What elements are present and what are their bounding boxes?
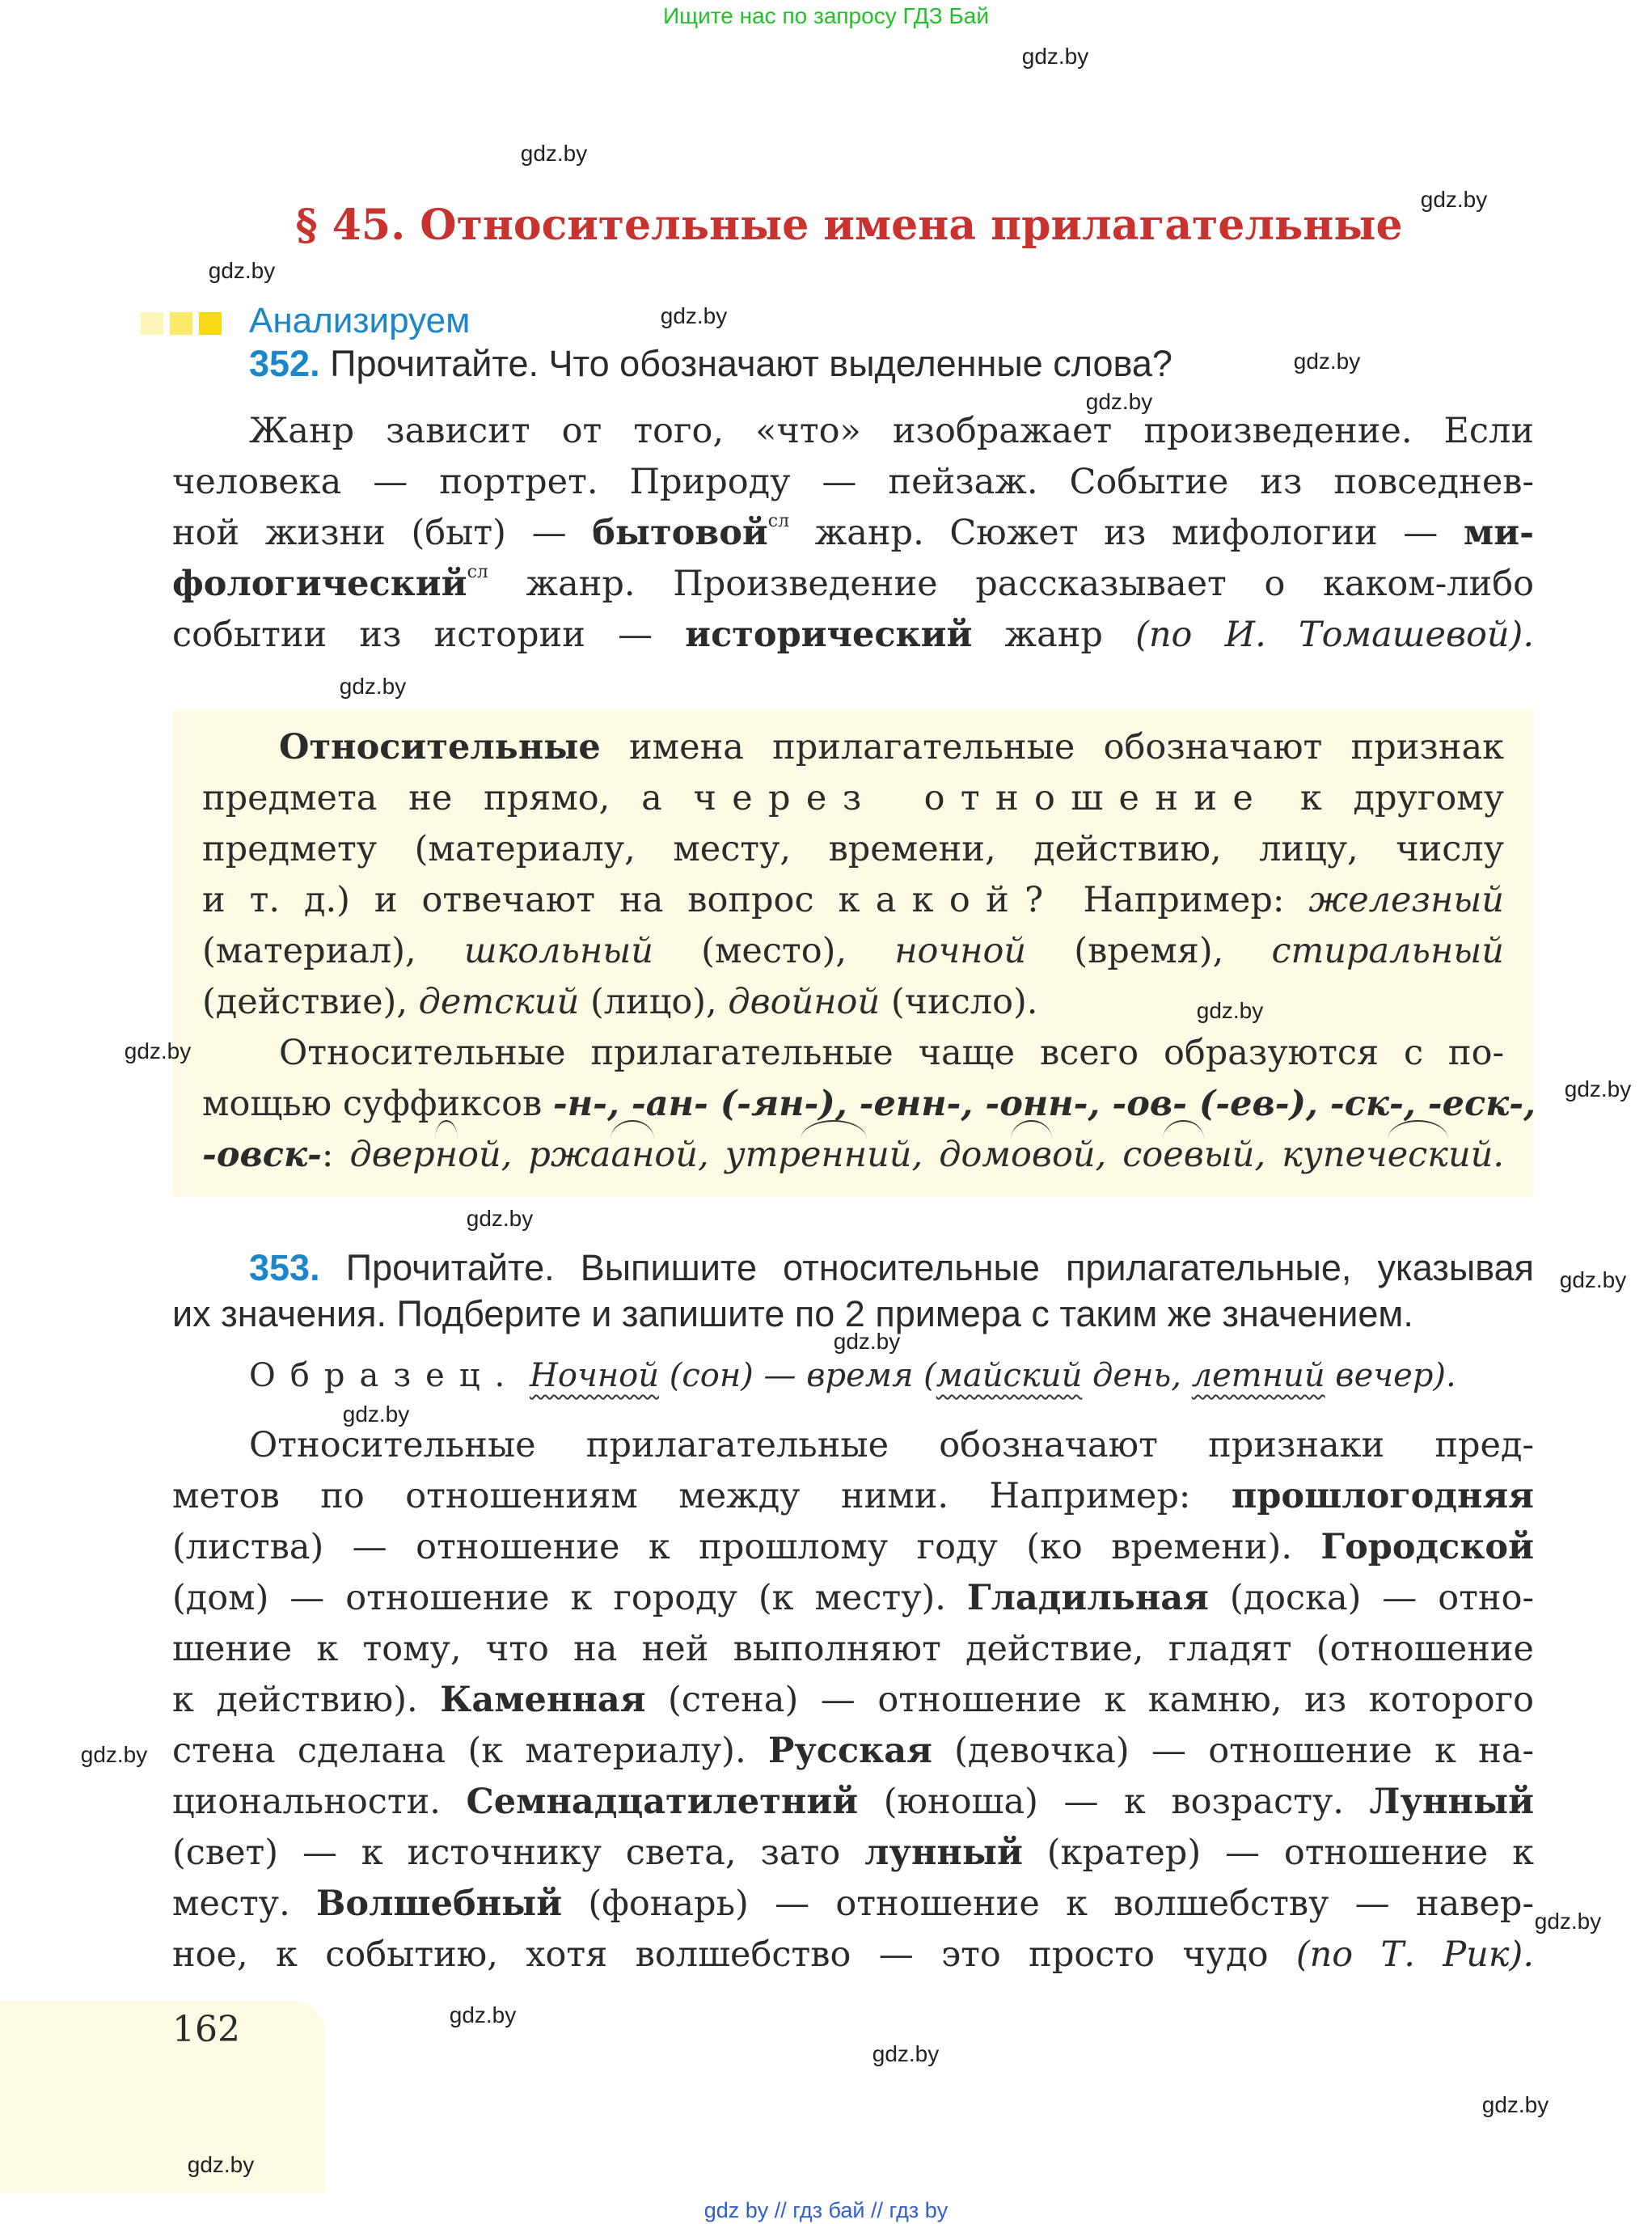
text-segment: к другому — [1269, 778, 1504, 818]
text-segment: двойной — [728, 982, 881, 1022]
text-segment: Лунный — [1369, 1782, 1534, 1822]
text-segment: ой, со — [1051, 1135, 1164, 1175]
watermark: gdz.by — [660, 303, 728, 328]
square-icon — [170, 312, 192, 335]
text-line — [172, 559, 1534, 610]
text-segment: жанр — [972, 615, 1136, 655]
watermark: gdz.by — [1481, 2092, 1549, 2117]
rule-text — [202, 722, 1536, 1181]
text-paragraph — [172, 406, 1534, 661]
text-segment: ное, к событию, хотя волшебство — это просто чудо — [172, 1934, 1296, 1975]
text-line — [172, 1777, 1534, 1828]
text-segment: (девочка) — отношение к на- — [932, 1731, 1534, 1771]
watermark: gdz.by — [1293, 349, 1361, 374]
text-segment: школьный — [463, 931, 653, 971]
text-segment: циональности. — [172, 1782, 467, 1822]
text-line — [202, 824, 1504, 875]
text-segment: ой, утр — [654, 1135, 801, 1175]
text-segment: сл — [767, 511, 790, 531]
exercise-number: 352. — [249, 343, 320, 384]
text-segment: к действию). — [172, 1680, 441, 1720]
text-line — [172, 1879, 1534, 1930]
text-segment: стена сделана (к материалу). — [172, 1731, 768, 1771]
exercise-353-task — [172, 1245, 1534, 1337]
text-segment: (материал), — [202, 931, 464, 971]
text-segment: имена прилагательные обозначают признак — [600, 727, 1504, 767]
exercise-number: 353. — [249, 1247, 320, 1288]
text-segment: (число). — [880, 982, 1038, 1022]
text-segment: Городской — [1320, 1527, 1534, 1567]
text-segment: (свет) — к источнику света, зато — [172, 1833, 865, 1873]
text-segment: Относительные прилагательные обозначают признаки пред- — [249, 1425, 1534, 1465]
square-icon — [199, 312, 222, 335]
text-segment: Например: — [1058, 880, 1309, 920]
text-line — [172, 1624, 1534, 1675]
text-line — [172, 1522, 1534, 1573]
text-segment: -овск- — [202, 1135, 322, 1175]
text-segment: событии из истории — — [172, 615, 686, 655]
text-segment: Каменная — [440, 1680, 646, 1720]
text-segment: исторический — [685, 615, 973, 655]
text-line — [202, 722, 1504, 773]
exercise-352-task — [249, 343, 1172, 385]
text-segment: : — [321, 1135, 350, 1175]
text-segment: бытовой — [592, 513, 768, 553]
text-segment: (по И. Томашевой). — [1135, 615, 1534, 655]
search-banner[interactable]: Ищите нас по запросу ГДЗ Бай — [662, 3, 990, 28]
text-segment: Гладильная — [966, 1578, 1209, 1618]
text-segment: майский — [936, 1357, 1083, 1394]
suffix-morpheme: ан — [611, 1135, 655, 1175]
watermark: gdz.by — [1085, 389, 1153, 414]
text-segment: фологический — [172, 564, 467, 604]
page-corner — [0, 2001, 325, 2193]
text-segment: (дом) — отношение к городу (к месту). — [172, 1578, 967, 1618]
watermark: gdz.by — [872, 2041, 940, 2066]
text-segment: ий. — [1447, 1135, 1504, 1175]
text-line — [172, 610, 1534, 661]
text-segment: ий, дом — [867, 1135, 1012, 1175]
page-title: § 45. Относительные имена прилагательные — [295, 201, 1403, 250]
text-segment: железный — [1308, 880, 1504, 920]
text-segment: ной жизни (быт) — — [172, 513, 593, 553]
suffix-morpheme: енн — [800, 1135, 868, 1175]
text-line — [202, 875, 1504, 926]
watermark: gdz.by — [187, 2152, 255, 2177]
suffix-morpheme: еск — [1387, 1135, 1448, 1175]
text-segment: вечер). — [1325, 1357, 1456, 1394]
text-segment: (стена) — отношение к камню, из которого — [645, 1680, 1534, 1720]
text-segment: Относительные прилагательные чаще всего образуются с по- — [279, 1033, 1504, 1073]
page-number: 162 — [172, 2009, 240, 2050]
text-segment: ый, куп — [1203, 1135, 1346, 1175]
text-segment: какой? — [838, 880, 1059, 920]
exercise-instruction: Прочитайте. Выпишите относительные прилагательные, указывая — [319, 1247, 1534, 1288]
section-heading: Анализируем — [249, 301, 471, 340]
text-segment: двер — [349, 1135, 435, 1175]
text-segment: еч — [1345, 1135, 1388, 1175]
text-segment: шение к тому, что на ней выполняют действие, гладят (отношение — [172, 1629, 1534, 1669]
text-line — [172, 457, 1534, 508]
text-line — [172, 1471, 1534, 1522]
text-segment: (листва) — отношение к прошлому году (ко времени). — [172, 1527, 1321, 1567]
text-segment: предмета не прямо, а — [202, 778, 694, 818]
suffix-morpheme: ев — [1163, 1135, 1204, 1175]
footer-links[interactable]: gdz by // гдз бай // гдз by — [703, 2198, 949, 2222]
text-segment: метов по отношениям между ними. Например: — [172, 1476, 1232, 1516]
text-segment: (кратер) — отношение к — [1022, 1833, 1534, 1873]
text-segment: -н-, -ан- (-ян-), -енн-, -онн-, -ов- (-ев-), -ск-, -еск-, — [552, 1084, 1536, 1124]
text-line — [172, 1675, 1534, 1726]
text-line — [202, 773, 1504, 824]
text-segment: мощью суффиксов — [202, 1084, 553, 1124]
rule-box — [172, 709, 1534, 1196]
text-segment: ой, ржа — [458, 1135, 611, 1175]
text-segment: Русская — [767, 1731, 932, 1771]
text-segment: (юноша) — к возрасту. — [858, 1782, 1370, 1822]
text-segment: Ночной — [529, 1357, 660, 1394]
text-segment: детский — [418, 982, 580, 1022]
watermark: gdz.by — [449, 2002, 517, 2027]
text-line — [172, 1420, 1534, 1471]
text-segment: Образец. — [249, 1357, 520, 1394]
watermark: gdz.by — [1420, 187, 1488, 212]
text-segment: (доска) — отно- — [1208, 1578, 1534, 1618]
text-line — [172, 1351, 1534, 1402]
text-paragraph — [172, 1420, 1534, 1981]
text-segment: Семнадцатилетний — [466, 1782, 859, 1822]
text-segment: прошлогодняя — [1231, 1476, 1534, 1516]
watermark: gdz.by — [1021, 44, 1089, 69]
sample-line — [172, 1351, 1534, 1402]
text-segment: ми- — [1463, 513, 1534, 553]
text-segment: стиральный — [1271, 931, 1504, 971]
text-segment: (время), — [1026, 931, 1272, 971]
watermark: gdz.by — [342, 1402, 410, 1427]
watermark: gdz.by — [833, 1329, 901, 1354]
text-line — [172, 1573, 1534, 1624]
text-segment: месту. — [172, 1884, 317, 1924]
text-segment: Жанр зависит от того, «что» изображает произведение. Если — [249, 411, 1534, 451]
text-segment: Относительные — [279, 727, 601, 767]
text-segment: и т. д.) и отвечают на вопрос — [202, 880, 839, 920]
text-segment: день, — [1082, 1357, 1192, 1394]
text-segment: лунный — [864, 1833, 1023, 1873]
watermark: gdz.by — [520, 141, 588, 166]
text-segment: сл — [467, 562, 488, 582]
suffix-morpheme: н — [434, 1135, 458, 1175]
text-line — [202, 926, 1504, 977]
text-segment: человека — портрет. Природу — пейзаж. Событие из повседнев- — [172, 462, 1534, 502]
text-segment: жанр. Сюжет из мифологии — — [789, 513, 1464, 553]
text-line — [172, 508, 1534, 559]
text-segment: предмету (материалу, месту, времени, действию, лицу, числу — [202, 829, 1504, 869]
text-segment: жанр. Произведение рассказывает о каком-либо — [488, 564, 1534, 604]
text-segment: (место), — [653, 931, 895, 971]
square-icon — [141, 312, 163, 335]
text-line — [202, 977, 1504, 1028]
text-segment: ночной — [894, 931, 1027, 971]
watermark: gdz.by — [1196, 998, 1264, 1023]
text-line — [172, 1930, 1534, 1981]
watermark: gdz.by — [466, 1206, 534, 1231]
text-line — [172, 1828, 1534, 1879]
text-segment: через отношение — [693, 778, 1270, 818]
text-segment: летний — [1191, 1357, 1325, 1394]
watermark: gdz.by — [1534, 1909, 1602, 1934]
section-marker-icon — [141, 312, 222, 335]
text-segment: (действие), — [202, 982, 419, 1022]
watermark: gdz.by — [124, 1038, 192, 1063]
suffix-morpheme: ов — [1011, 1135, 1052, 1175]
text-segment: (сон) — время ( — [659, 1357, 936, 1394]
watermark: gdz.by — [1559, 1267, 1627, 1292]
text-segment: Волшебный — [316, 1884, 563, 1924]
exercise-instruction: Прочитайте. Что обозначают выделенные слова? — [319, 343, 1172, 384]
text-line — [172, 406, 1534, 457]
text-segment: (лицо), — [579, 982, 729, 1022]
task-line: их значения. Подберите и запишите по 2 примера с таким же значением. — [172, 1293, 1413, 1334]
watermark: gdz.by — [339, 674, 407, 699]
watermark: gdz.by — [208, 258, 276, 283]
task-line — [172, 1245, 1534, 1291]
text-segment — [519, 1357, 530, 1394]
watermark: gdz.by — [80, 1742, 148, 1767]
text-line — [172, 1726, 1534, 1777]
text-segment: (фонарь) — отношение к волшебству — навер- — [562, 1884, 1534, 1924]
text-line — [202, 1028, 1504, 1079]
watermark: gdz.by — [1564, 1076, 1632, 1101]
text-line — [202, 1130, 1504, 1181]
text-segment: (по Т. Рик). — [1295, 1934, 1534, 1975]
text-line — [202, 1079, 1536, 1130]
